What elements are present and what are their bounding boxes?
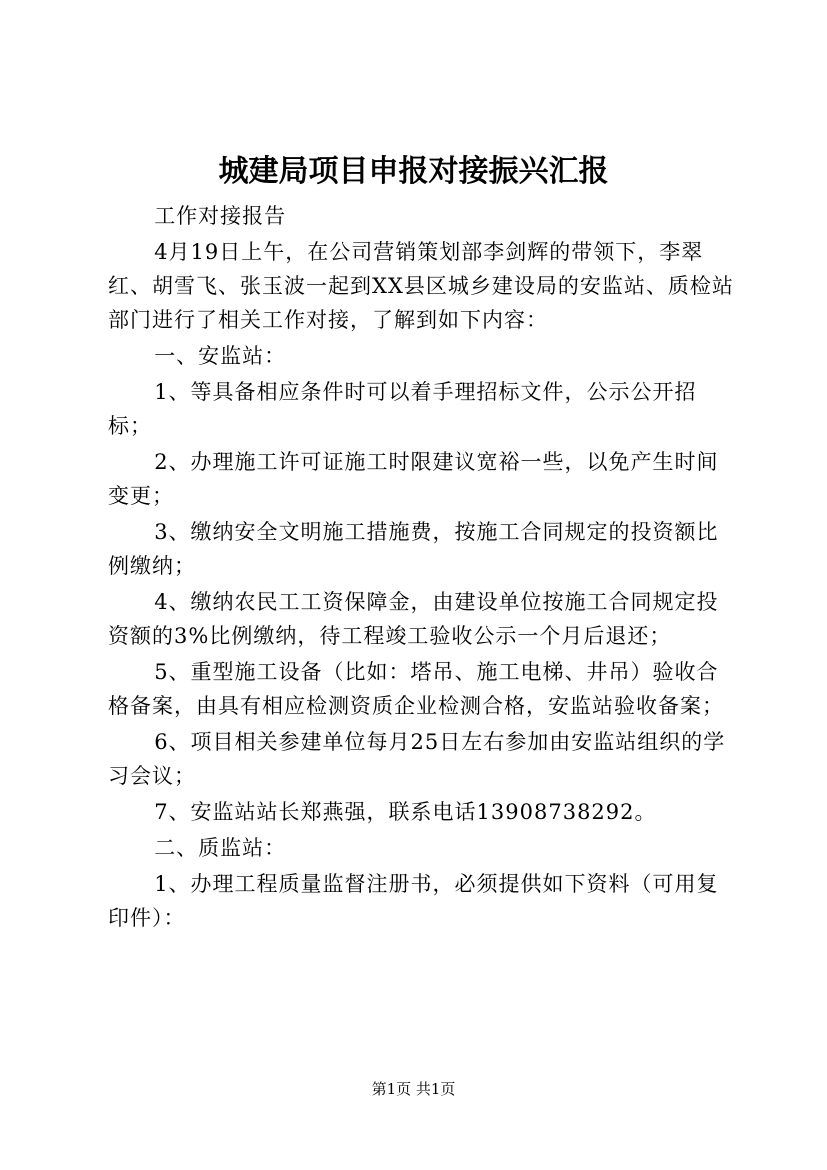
paragraph-report-heading: 工作对接报告 (154, 204, 287, 228)
paragraph-safety-item-2: 2、办理施工许可证施工时限建议宽裕一些，以免产生时间变更； (108, 450, 719, 508)
document-title: 城建局项目申报对接振兴汇报 (218, 154, 609, 189)
paragraph-section-quality: 二、质监站： (154, 836, 287, 860)
paragraph-safety-item-4: 4、缴纳农民工工资保障金，由建设单位按施工合同规定投资额的3%比例缴纳，待工程竣工验收公示一个月后退还； (108, 590, 719, 648)
document-body (108, 199, 740, 937)
paragraph-intro: 4月19日上午，在公司营销策划部李剑辉的带领下，李翠红、胡雪飞、张玉波一起到XX县区城乡建设局的安监站、质检站部门进行了相关工作对接，了解到如下内容： (108, 240, 734, 332)
paragraph-safety-item-7: 7、安监站站长郑燕强，联系电话13908738292。 (154, 800, 657, 824)
paragraph-quality-item-1: 1、办理工程质量监督注册书，必须提供如下资料（可用复印件）： (108, 872, 719, 930)
paragraph-safety-item-3: 3、缴纳安全文明施工措施费，按施工合同规定的投资额比例缴纳； (108, 520, 719, 578)
paragraph-section-safety: 一、安监站： (154, 344, 287, 368)
paragraph-safety-item-1: 1、等具备相应条件时可以着手理招标文件，公示公开招标； (108, 380, 697, 438)
paragraph-safety-item-6: 6、项目相关参建单位每月25日左右参加由安监站组织的学习会议； (108, 730, 726, 788)
paragraph-safety-item-5: 5、重型施工设备（比如：塔吊、施工电梯、井吊）验收合格备案，由具有相应检测资质企业检测合格，安监站验收备案； (108, 660, 724, 718)
page-number-footer: 第1页 共1页 (371, 1080, 456, 1098)
